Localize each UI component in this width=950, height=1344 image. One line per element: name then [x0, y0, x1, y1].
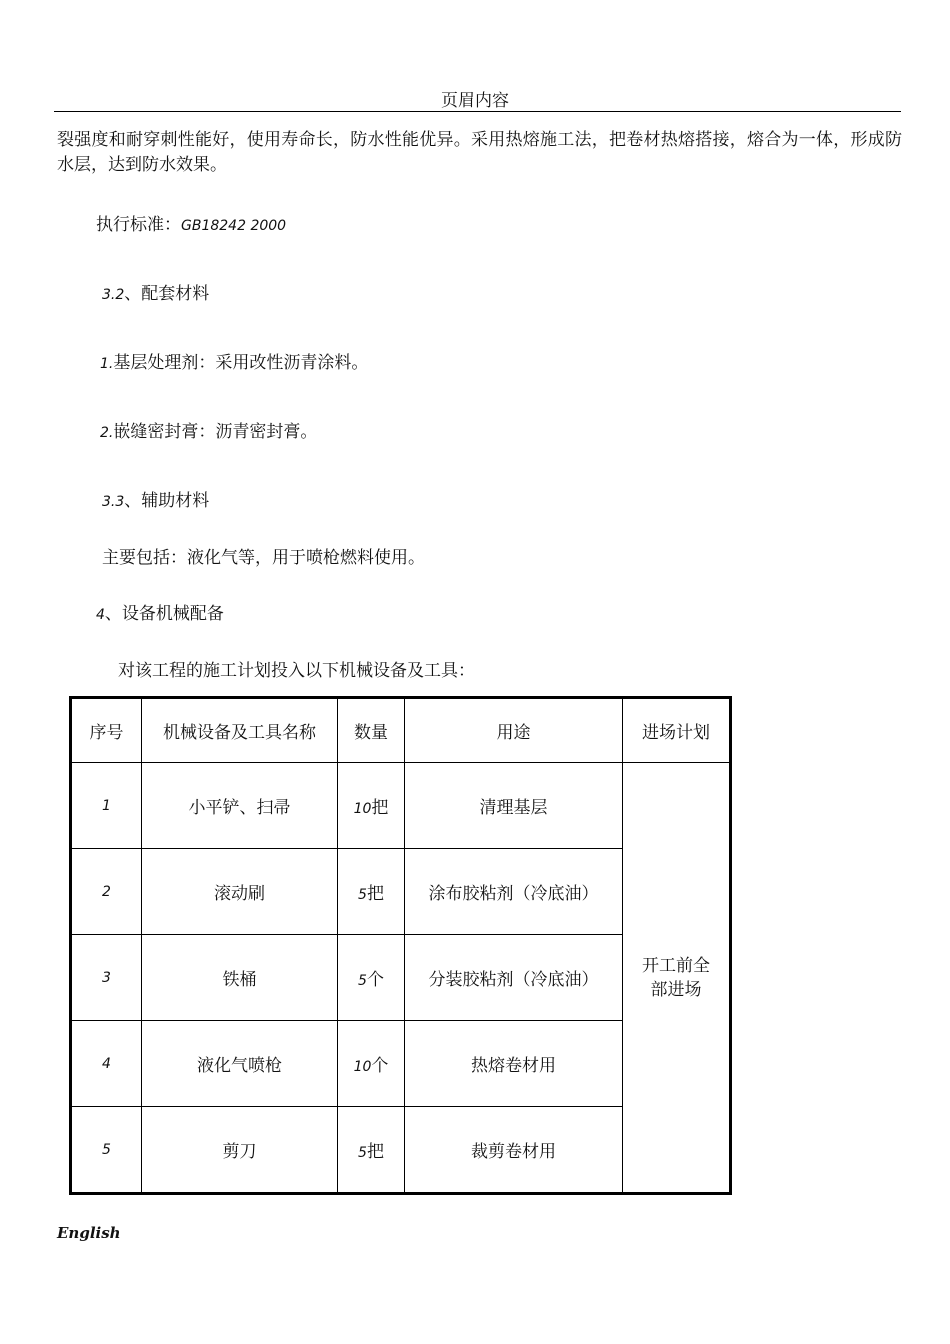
- cell-name: 液化气喷枪: [142, 1021, 338, 1107]
- item-number: 2.: [100, 425, 114, 441]
- qty-number: 5: [358, 887, 367, 903]
- cell-qty: [338, 1107, 405, 1194]
- standard-line: [96, 210, 286, 235]
- section-number: 3.2: [102, 287, 125, 303]
- material-item-2: [100, 417, 317, 442]
- qty-number: 10: [353, 801, 372, 817]
- item-text: 嵌缝密封膏：沥青密封膏。: [113, 422, 318, 442]
- qty-unit: 把: [371, 798, 389, 818]
- qty-unit: 个: [366, 970, 384, 990]
- section-3-3-heading: [102, 486, 209, 511]
- intro-paragraph: 裂强度和耐穿刺性能好，使用寿命长，防水性能优异。采用热熔施工法，把卷材热熔搭接，熔合为一体，形成防水层，达到防水效果。: [57, 130, 902, 175]
- equipment-table: [69, 696, 732, 1195]
- cell-use: 清理基层: [405, 763, 623, 849]
- cell-qty: [338, 935, 405, 1021]
- qty-unit: 把: [366, 884, 384, 904]
- section-3-2-heading: [102, 279, 209, 304]
- cell-qty: [338, 763, 405, 849]
- standard-code: GB18242 2000: [181, 218, 287, 234]
- plan-line-1: 开工前全: [642, 955, 710, 976]
- cell-name: 小平铲、扫帚: [142, 763, 338, 849]
- section-number: 3.3: [102, 494, 125, 510]
- cell-no: 5: [71, 1107, 142, 1194]
- material-item-1: [100, 348, 368, 373]
- table-row: [71, 763, 731, 849]
- qty-unit: 把: [366, 1142, 384, 1162]
- cell-qty: [338, 1021, 405, 1107]
- qty-number: 5: [358, 1145, 367, 1161]
- cell-use: 热熔卷材用: [405, 1021, 623, 1107]
- qty-number: 5: [358, 973, 367, 989]
- cell-plan: [623, 763, 731, 1194]
- qty-number: 10: [353, 1059, 372, 1075]
- cell-use: 分装胶粘剂（冷底油）: [405, 935, 623, 1021]
- cell-use: 裁剪卷材用: [405, 1107, 623, 1194]
- item-number: 1.: [100, 356, 114, 372]
- header-cell-qty: 数量: [338, 698, 405, 763]
- cell-name: 滚动刷: [142, 849, 338, 935]
- standard-label: 执行标准：: [96, 215, 181, 235]
- section-title: 、设备机械配备: [104, 604, 224, 624]
- page-header: 页眉内容: [441, 91, 509, 111]
- page-footer: English: [57, 1224, 121, 1242]
- table-header-row: [71, 698, 731, 763]
- section-title: 、配套材料: [124, 284, 210, 304]
- header-divider: [54, 111, 901, 112]
- section-title: 、辅助材料: [124, 491, 210, 511]
- cell-qty: [338, 849, 405, 935]
- header-cell-name: 机械设备及工具名称: [142, 698, 338, 763]
- cell-name: 铁桶: [142, 935, 338, 1021]
- header-cell-use: 用途: [405, 698, 623, 763]
- qty-unit: 个: [371, 1056, 389, 1076]
- cell-name: 剪刀: [142, 1107, 338, 1194]
- header-cell-plan: 进场计划: [623, 698, 731, 763]
- section-number: 4: [96, 607, 105, 623]
- item-text: 基层处理剂：采用改性沥青涂料。: [113, 353, 369, 373]
- cell-use: 涂布胶粘剂（冷底油）: [405, 849, 623, 935]
- cell-no: 2: [71, 849, 142, 935]
- section-4-heading: [96, 599, 224, 624]
- plan-line-2: 部进场: [650, 979, 702, 1000]
- cell-no: 4: [71, 1021, 142, 1107]
- auxiliary-text: 主要包括：液化气等，用于喷枪燃料使用。: [102, 548, 425, 568]
- cell-no: 3: [71, 935, 142, 1021]
- cell-no: 1: [71, 763, 142, 849]
- header-cell-no: 序号: [71, 698, 142, 763]
- plan-intro: 对该工程的施工计划投入以下机械设备及工具：: [118, 661, 475, 681]
